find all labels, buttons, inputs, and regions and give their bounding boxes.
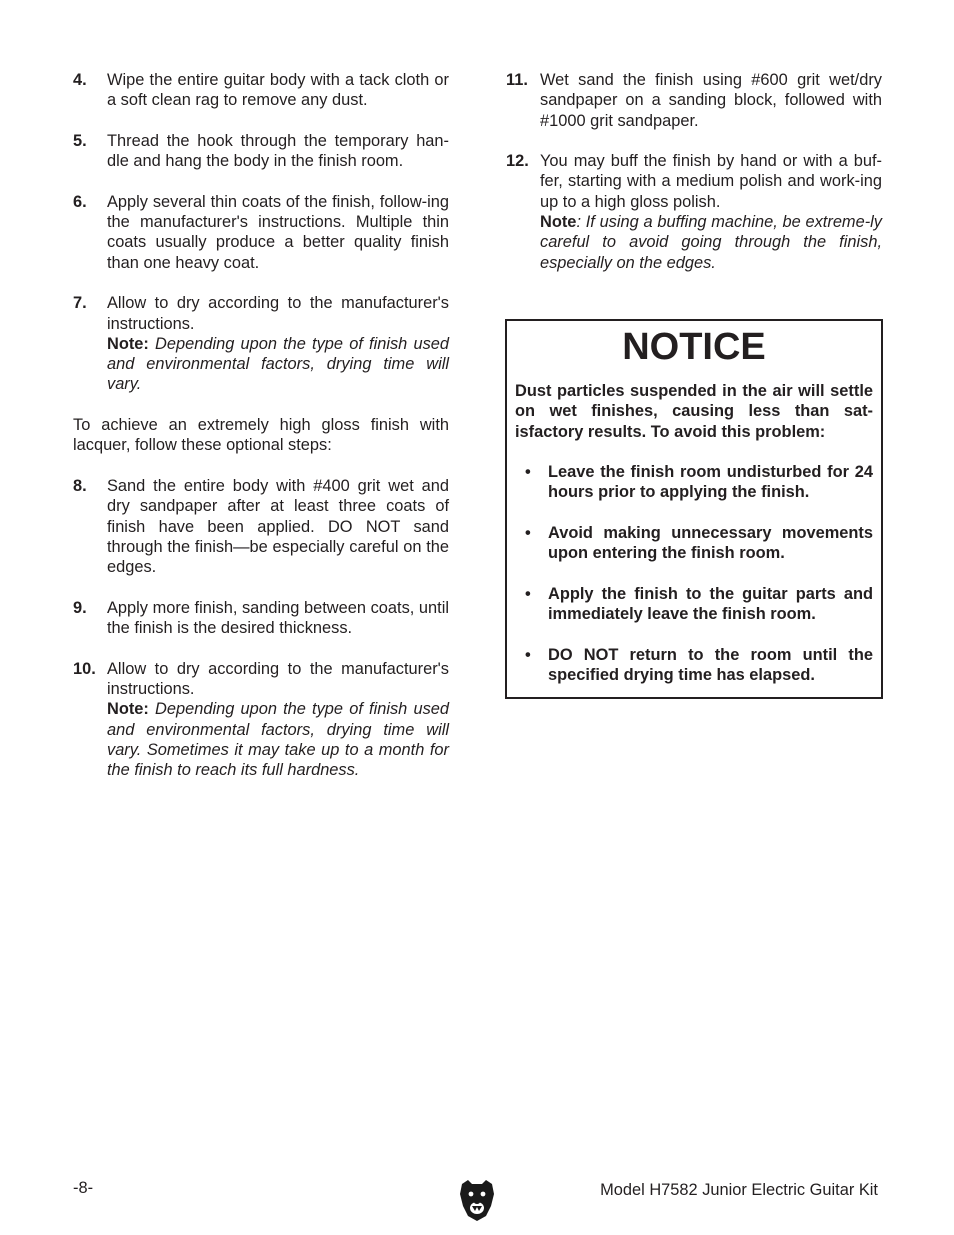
step-text: Wet sand the finish using #600 grit wet/dry sandpaper on a sanding block, followed with #1000 grit sandpaper. — [540, 71, 882, 130]
bullet-icon: • — [525, 463, 531, 482]
page-number: -8- — [73, 1179, 94, 1197]
step-4 — [73, 70, 449, 111]
bullet-icon: • — [525, 524, 531, 543]
step-number: 6. — [73, 192, 87, 211]
step-number: 12. — [506, 152, 529, 171]
step-text: Allow to dry according to the manufacturer's instructions. — [107, 659, 449, 698]
step-text: Allow to dry according to the manufacturer's instructions. — [107, 294, 449, 333]
step-5 — [73, 131, 449, 172]
step-7 — [73, 293, 449, 394]
bear-head-icon — [458, 1178, 496, 1222]
bullet-text: DO NOT return to the room until the specified drying time has elapsed. — [548, 645, 873, 685]
step-8 — [73, 476, 449, 577]
notice-box — [505, 319, 883, 699]
step-number: 11. — [506, 71, 528, 89]
step-text: Thread the hook through the temporary han-dle and hang the body in the finish room. — [107, 131, 449, 171]
step-12 — [506, 151, 882, 273]
right-column — [506, 70, 882, 293]
note-label: Note — [540, 213, 577, 232]
bullet-text: Avoid making unnecessary movements upon entering the finish room. — [548, 524, 873, 563]
step-number: 4. — [73, 71, 87, 89]
step-note — [540, 212, 882, 273]
notice-bullet — [515, 523, 873, 564]
step-text: Wipe the entire guitar body with a tack cloth or a soft clean rag to remove any dust. — [107, 71, 449, 110]
notice-intro: Dust particles suspended in the air will settle on wet finishes, causing less than sat-isfactory results. To avoid this problem: — [515, 382, 873, 441]
step-number: 5. — [73, 131, 87, 150]
step-note — [107, 699, 449, 780]
bullet-text: Apply the finish to the guitar parts and immediately leave the finish room. — [548, 584, 873, 624]
step-text: Apply several thin coats of the finish, follow-ing the manufacturer's instructions. Multiple thin coats usually produce a better quality finish than one heavy coat. — [107, 192, 449, 272]
note-text: Depending upon the type of finish used and environmental factors, drying time will vary. — [107, 334, 449, 394]
step-number: 9. — [73, 598, 87, 617]
step-text: Sand the entire body with #400 grit wet and dry sandpaper after at least three coats of finish have been applied. DO NOT sand through the finish—be especially careful on the edges. — [107, 476, 449, 577]
note-label: Note: — [107, 700, 149, 719]
step-11 — [506, 70, 882, 131]
bullet-icon: • — [525, 584, 531, 603]
step-text: Apply more finish, sanding between coats, until the finish is the desired thickness. — [107, 598, 449, 638]
model-name: Model H7582 Junior Electric Guitar Kit — [600, 1181, 878, 1199]
bullet-text: Leave the finish room undisturbed for 24 hours prior to applying the finish. — [548, 463, 873, 502]
notice-bullet — [515, 584, 873, 625]
bullet-icon: • — [525, 645, 531, 664]
step-9 — [73, 598, 449, 639]
notice-title: NOTICE — [622, 326, 766, 368]
step-number: 8. — [73, 476, 87, 495]
intro-paragraph: To achieve an extremely high gloss finish with lacquer, follow these optional steps: — [73, 416, 449, 455]
step-6 — [73, 192, 449, 273]
step-note — [107, 334, 449, 395]
step-10 — [73, 659, 449, 781]
note-label: Note: — [107, 334, 149, 353]
note-text: : If using a buffing machine, be extreme-ly careful to avoid going through the finish, especially on the edges. — [540, 213, 882, 272]
notice-bullet-list — [515, 462, 873, 685]
notice-body — [515, 381, 873, 706]
note-text: Depending upon the type of finish used and environmental factors, drying time will vary. Sometimes it may take up to a month for the finish to reach its full hardness. — [107, 700, 449, 780]
notice-bullet — [515, 462, 873, 503]
notice-bullet — [515, 645, 873, 686]
step-number: 7. — [73, 294, 87, 313]
step-text: You may buff the finish by hand or with a buf-fer, starting with a medium polish and work-ing up to a high gloss polish. — [540, 152, 882, 211]
step-number: 10. — [73, 659, 96, 678]
left-column — [73, 70, 449, 801]
